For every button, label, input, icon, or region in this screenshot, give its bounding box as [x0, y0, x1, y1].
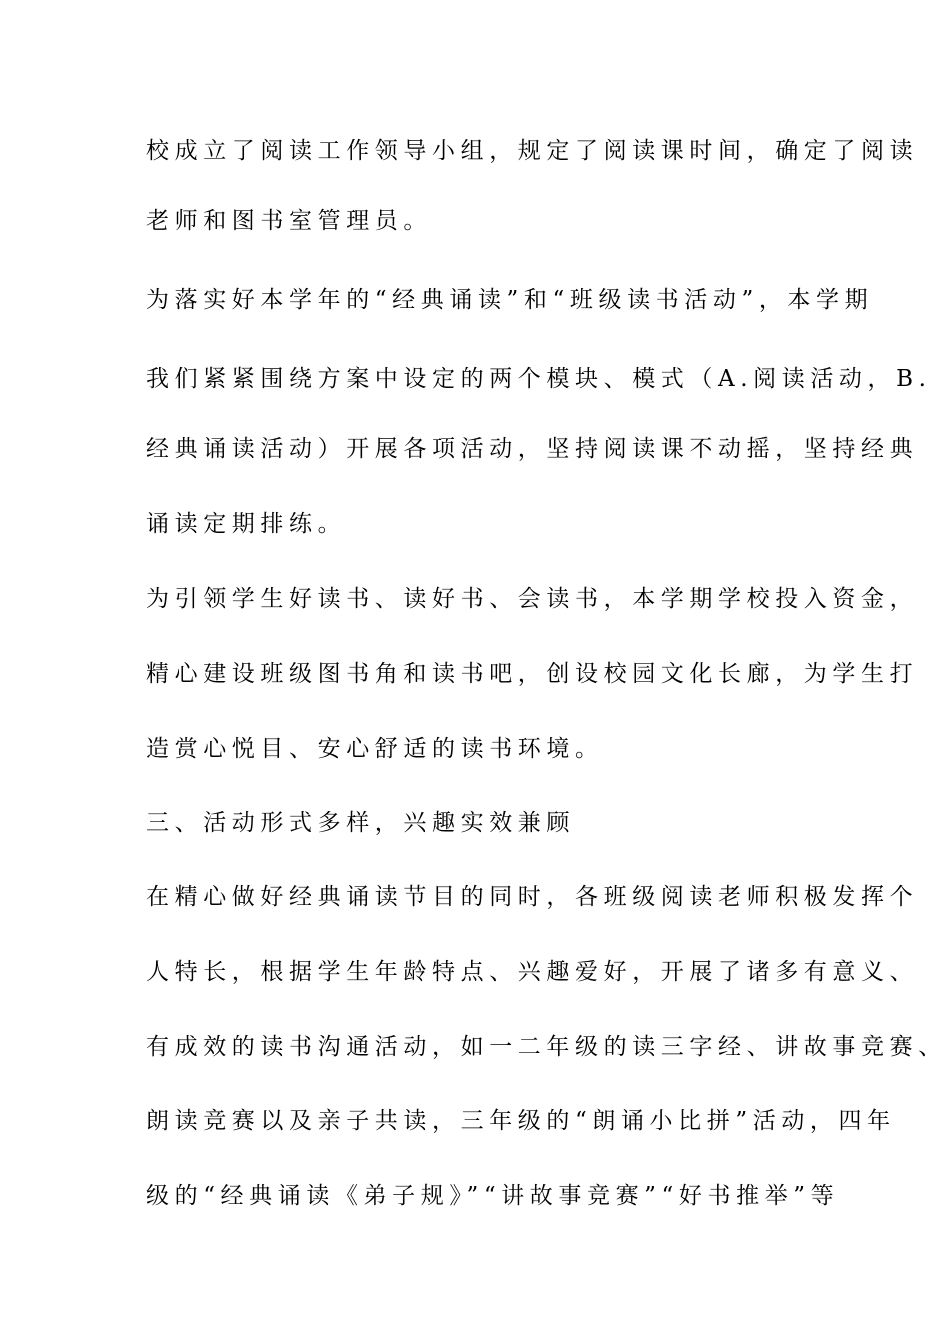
text-line: 有成效的读书沟通活动，如一二年级的读三字经、讲故事竞赛、 [146, 1034, 947, 1060]
text-line: 造赏心悦目、安心舒适的读书环境。 [146, 736, 604, 762]
text-line: 诵读定期排练。 [146, 511, 347, 537]
text-line: 在精心做好经典诵读节目的同时，各班级阅读老师积极发挥个 [146, 884, 919, 910]
text-line: 朗读竞赛以及亲子共读，三年级的“朗诵小比拼”活动，四年 [146, 1108, 896, 1134]
text-line: 经典诵读活动）开展各项活动，坚持阅读课不动摇，坚持经典 [146, 436, 919, 462]
text-line: 为引领学生好读书、读好书、会读书，本学期学校投入资金， [146, 586, 919, 612]
text-line: 人特长，根据学生年龄特点、兴趣爱好，开展了诸多有意义、 [146, 959, 919, 985]
section-heading: 三、活动形式多样，兴趣实效兼顾 [146, 810, 575, 836]
text-line: 精心建设班级图书角和读书吧，创设校园文化长廊，为学生打 [146, 661, 919, 687]
text-line: 校成立了阅读工作领导小组，规定了阅读课时间，确定了阅读 [146, 138, 919, 164]
text-line: 级的“经典诵读《弟子规》”“讲故事竞赛”“好书推举”等 [146, 1183, 840, 1209]
text-line: 我们紧紧围绕方案中设定的两个模块、模式（A.阅读活动，B. [146, 366, 932, 392]
text-line: 为落实好本学年的“经典诵读”和“班级读书活动”，本学期 [146, 287, 874, 313]
text-line: 老师和图书室管理员。 [146, 208, 432, 234]
